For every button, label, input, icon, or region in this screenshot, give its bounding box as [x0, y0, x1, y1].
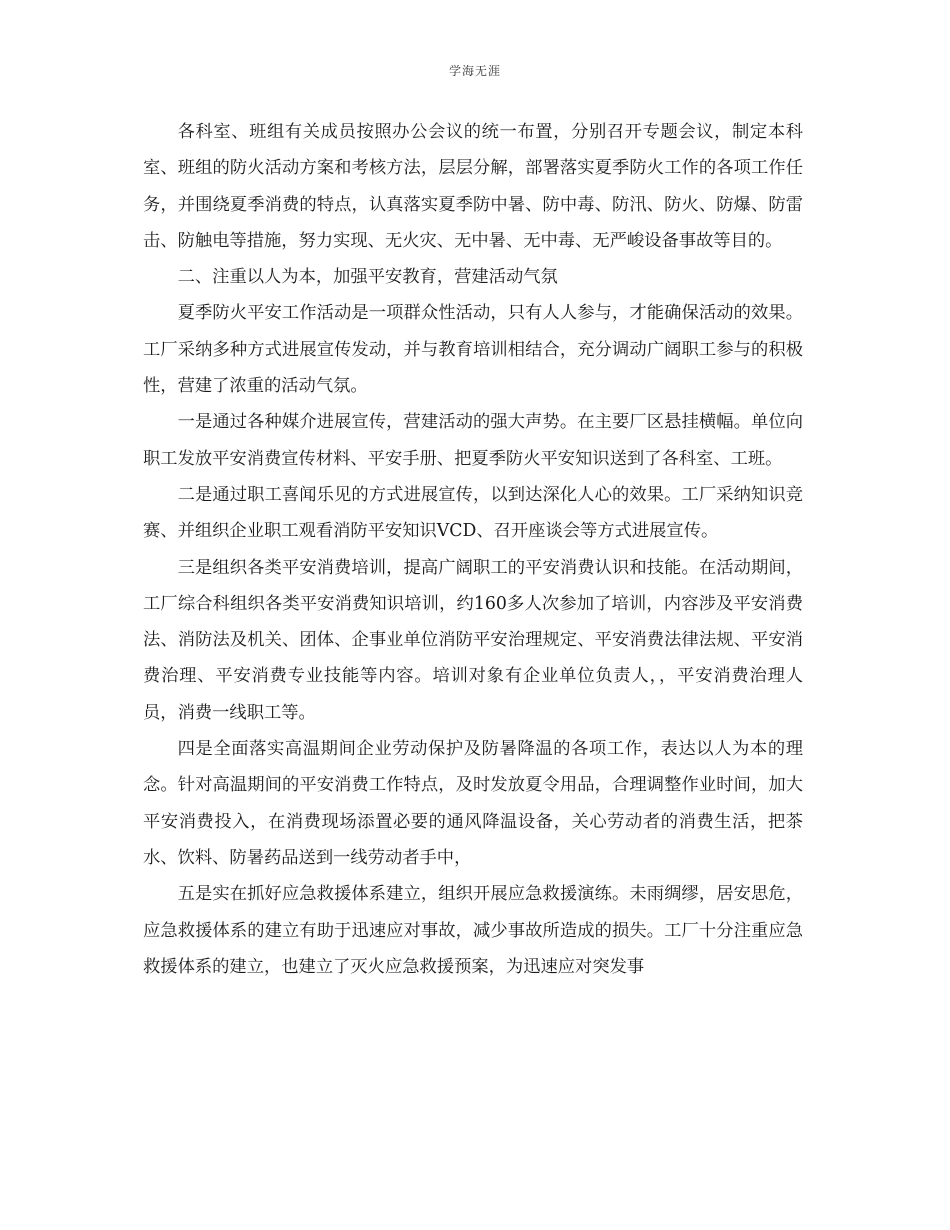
paragraph-4: 二是通过职工喜闻乐见的方式进展宣传，以到达深化人心的效果。工厂采纳知识竞赛、并组织企业职工观看消防平安知识VCD、召开座谈会等方式进展宣传。 [143, 484, 803, 542]
paragraph-5: 三是组织各类平安消费培训，提高广阔职工的平安消费认识和技能。在活动期间，工厂综合科组织各类平安消费知识培训，约160多人次参加了培训，内容涉及平安消费法、消防法及机关、团体、企事业单位消防平安治理规定、平安消费法律法规、平安消费治理、平安消费专业技能等内容。培训对象有企业单位负责人，，平安消费治理人员，消费一线职工等。 [143, 557, 803, 723]
paragraph-7: 五是实在抓好应急救援体系建立，组织开展应急救援演练。未雨绸缪，居安思危，应急救援体系的建立有助于迅速应对事故，减少事故所造成的损失。工厂十分注重应急救援体系的建立，也建立了灭火应急救援预案，为迅速应对突发事 [143, 884, 803, 977]
paragraph-6: 四是全面落实高温期间企业劳动保护及防暑降温的各项工作，表达以人为本的理念。针对高温期间的平安消费工作特点，及时发放夏令用品，合理调整作业时间，加大平安消费投入，在消费现场添置必要的通风降温设备，关心劳动者的消费生活，把茶水、饮料、防暑药品送到一线劳动者手中， [143, 739, 803, 868]
paragraph-2: 夏季防火平安工作活动是一项群众性活动，只有人人参与，才能确保活动的效果。工厂采纳多种方式进展宣传发动，并与教育培训相结合，充分调动广阔职工参与的积极性，营建了浓重的活动气氛。 [143, 303, 803, 397]
paragraph-3: 一是通过各种媒介进展宣传，营建活动的强大声势。在主要厂区悬挂横幅。单位向职工发放平安消费宣传材料、平安手册、把夏季防火平安知识送到了各科室、工班。 [143, 412, 803, 469]
page-header: 学海无涯 [448, 64, 501, 78]
paragraph-1: 各科室、班组有关成员按照办公会议的统一布置，分别召开专题会议，制定本科室、班组的防火活动方案和考核方法，层层分解，部署落实夏季防火工作的各项工作任务，并围绕夏季消费的特点，认真落实夏季防中暑、防中毒、防汛、防火、防爆、防雷击、防触电等措施，努力实现、无火灾、无中暑、无中毒、无严峻设备事故等目的。 [143, 122, 803, 251]
section-heading: 二、注重以人为本，加强平安教育，营建活动气氛 [177, 267, 558, 288]
document-body [143, 114, 803, 985]
